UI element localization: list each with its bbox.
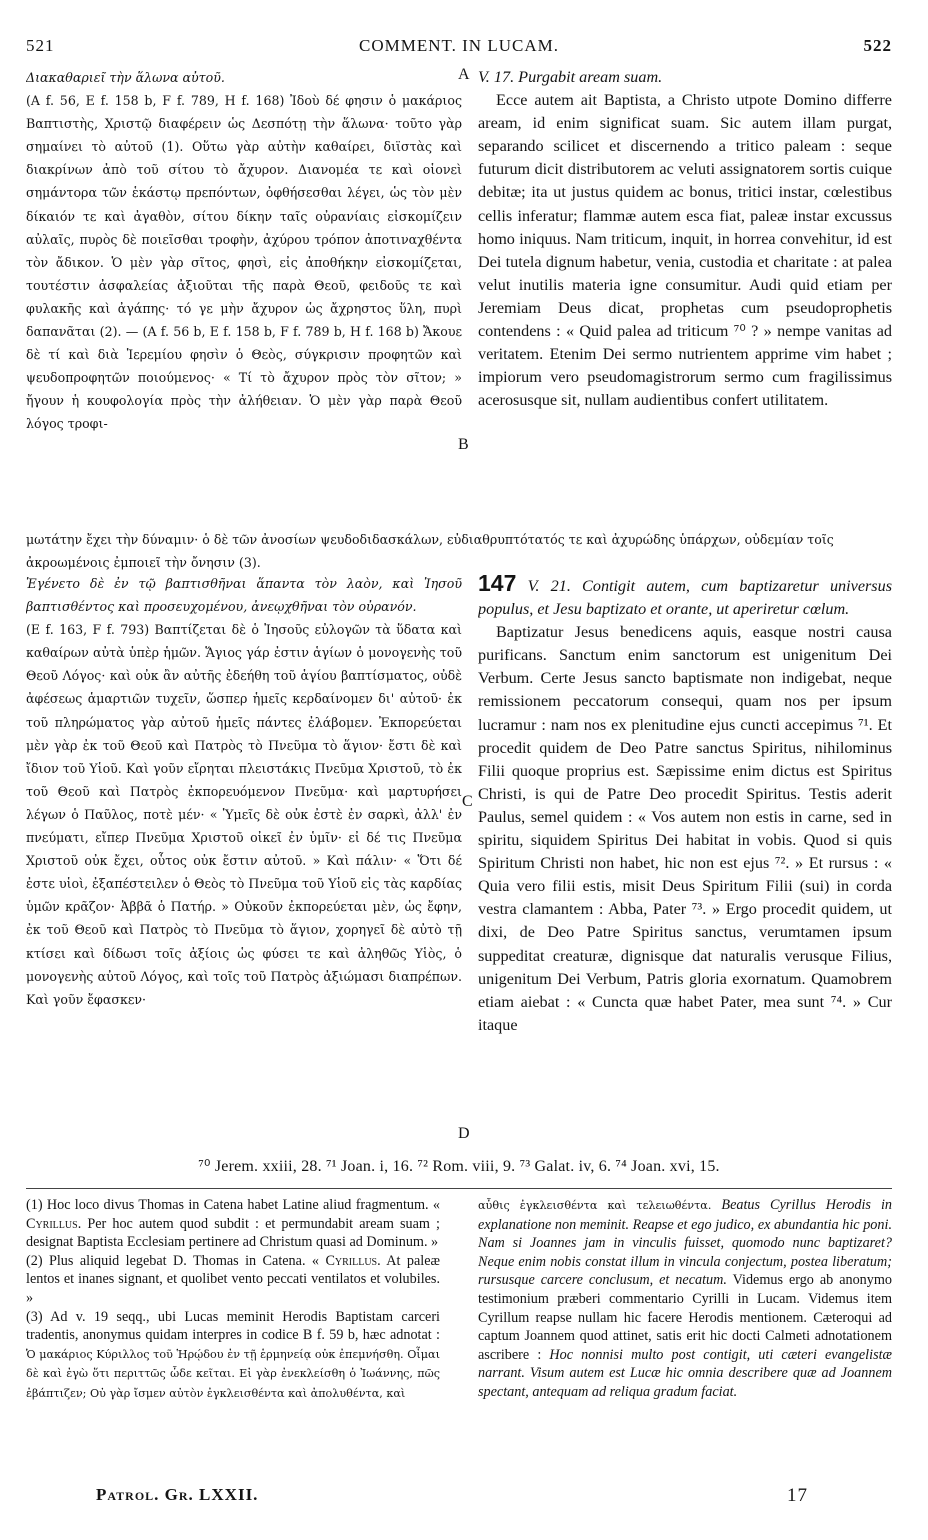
footnotes-left-column xyxy=(26,1196,440,1476)
footnote-3-continued xyxy=(478,1196,892,1402)
scripture-references: ⁷⁰ Jerem. xxiii, 28. ⁷¹ Joan. i, 16. ⁷² Rom. viii, 9. ⁷³ Galat. iv, 6. ⁷⁴ Joan. xvi, 15. xyxy=(198,1158,720,1175)
signature-number: 17 xyxy=(787,1485,808,1506)
footnote-3-greek-cont: αὖθις ἐγκλεισθέντα καὶ τελειωθέντα. xyxy=(478,1199,712,1212)
page-number-left: 521 xyxy=(26,36,55,55)
footnotes-right-column xyxy=(478,1196,892,1476)
margin-marker-d: D xyxy=(458,1125,470,1142)
greek-paragraph: (E f. 163, F f. 793) Βαπτίζεται δὲ ὁ Ἰησοῦς εὐλογῶν τὰ ὕδατα καὶ καθαίρων αὐτὰ ὑπὲρ ἡμῶν. Ἅγιος γάρ ἐστιν ἁγίων ὁ μονογενὴς τοῦ Θεοῦ Λόγος· καὶ οὐκ ἂν αὐτῆς ἐδεήθη τοῦ ἁγίου βαπτίσματος, οὐδὲ ἀφέσεως ἁμαρτιῶν τυχεῖν, ὥσπερ ἡμεῖς κερδαίνομεν δι' αὐτοῦ· ἐκ τοῦ πληρώματος γὰρ αὐτοῦ ἡμεῖς πάντες ἐλάβομεν. Ἐκπορεύεται μὲν γὰρ ἐκ τοῦ Θεοῦ καὶ Πατρὸς τὸ Πνεῦμα τὸ ἅγιον· ἔστι δὲ καὶ ἴδιον τοῦ Υἱοῦ. Καὶ γοῦν εἴρηται πλειστάκις Πνεῦμα Χριστοῦ, τὸ ἐκ τοῦ Θεοῦ καὶ Πατρὸς ἐκπορευόμενον Πνεῦμα· καὶ μαρτυρήσει λέγων ὁ Παῦλος, ποτὲ μέν· « Ὑμεῖς δὲ οὐκ ἐστὲ ἐν σαρκὶ, ἀλλ' ἐν πνεύματι, εἴπερ Πνεῦμα Χριστοῦ οἰκεῖ ἐν ὑμῖν· εἰ δέ τις Πνεῦμα Χριστοῦ οὐκ ἔχει, οὗτος οὐκ ἔστιν αὐτοῦ. » Καὶ πάλιν· « Ὅτι δέ ἐστε υἱοὶ, ἐξαπέστειλεν ὁ Θεὸς τὸ Πνεῦμα τοῦ Υἱοῦ εἰς τὰς καρδίας ὑμῶν κρᾶζον· Ἀββᾶ ὁ Πατήρ. » Οὐκοῦν ἐκπορεύεται μὲν, ὡς ἔφην, ἐκ τοῦ Θεοῦ καὶ Πατρὸς τὸ Πνεῦμα τὸ ἅγιον, χορηγεῖ δὲ αὐτὸ τῇ κτίσει καὶ δίδωσι τοῖς ἀξίοις ὡς φύσει τε καὶ ἀληθῶς Υἱὸς, ὁ μονογενὴς αὐτοῦ Λόγος, καὶ τοῖς τοῦ Πατρὸς ἀξιώμασι διαπρέπων. Καὶ γοῦν ἔφασκεν· xyxy=(26,622,462,1007)
latin-lemma-heading: V. 17. Purgabit aream suam. xyxy=(478,68,663,86)
section-number: 147 xyxy=(478,572,517,596)
greek-paragraph: (A f. 56, E f. 158 b, F f. 789, H f. 168) Ἰδοὺ δέ φησιν ὁ μακάριος Βαπτιστὴς, Χριστῷ διαφέρειν ὡς Δεσπότῃ τὴν ἅλωνα· τοῦτο γὰρ σημαίνει τὸ αὐτοῦ (1). Οὕτω γὰρ αὐτὴν καθαίρει, διϊστὰς καὶ διακρίνων ἀπὸ τοῦ σίτου τὸ ἄχυρον. Διανομέα τε καὶ οἱονεὶ σημάντορα τῶν ἑκάστῳ πρεπόντων, ὀφθήσεσθαι λέγει, ὡς τὸν μὲν δίκαιόν τε καὶ ἀγαθὸν, σίτου δίκην ταῖς οὐρανίαις εἰσκομίζειν αὐλαῖς, πυρὸς δὲ ποιεῖσθαι τροφὴν, ἀχύρου τρόπον ἀποτιναχθέντα τὸν ἄδικον. Ὁ μὲν γὰρ σῖτος, φησὶ, εἰς ἀποθήκην εἰσκομίζεται, τουτέστιν ἀσφαλείας ἀξιοῦται τῆς παρὰ Θεοῦ, φειδοῦς τε καὶ φυλακῆς καὶ ἀγάπης· τό γε μὴν ἄχυρον ὡς ἄχρηστος ὕλη, πυρὶ δαπανᾶται (2). — (A f. 56 b, E f. 158 b, F f. 789 b, H f. 168 b) Ἄκουε δὲ τί καὶ διὰ Ἱερεμίου φησὶν ὁ Θεὸς, σύγκρισιν προφητῶν καὶ ψευδοπροφητῶν ποιούμενος· « Τί τὸ ἄχυρον πρὸς τὸν σῖτον; » ἤγουν ἡ κουφολογία πρὸς τὴν ἀλήθειαν. Ὁ μὲν γὰρ παρὰ Θεοῦ λόγος τροφι- xyxy=(26,93,462,432)
greek-column-bottom xyxy=(26,572,462,1152)
latin-column-top xyxy=(478,66,892,526)
latin-lemma-heading xyxy=(478,572,892,621)
footnote-3-latin: Videmus ergo ab anonymo testimonium præberi commentario Cyrilli in Lucam. Videmus item Cyrillum reapse nullam hic facere Herodis mentionem. Cæteroqui ad captum Joannem quod attinet, satis erit hic docti Calmeti adnotationem ascribere : xyxy=(478,1272,892,1363)
running-header xyxy=(26,36,892,60)
margin-marker-c: C xyxy=(462,793,473,810)
greek-lemma-heading: Διακαθαριεῖ τὴν ἅλωνα αὐτοῦ. xyxy=(26,70,225,85)
latin-column-bottom xyxy=(478,572,892,1152)
page-number-right: 522 xyxy=(863,36,892,55)
footnote-3-latin-quote: Hoc nonnisi multo post contigit, uti cæteri evangelistæ narrant. Visum autem est Lucæ hic omnia describere quæ ad Joannem spectant, antequam ad reliqua gradum faciat. xyxy=(478,1346,892,1400)
latin-paragraph: Baptizatur Jesus benedicens aquis, easque nostri causa purificans. Sanctum enim sanctorum est unigenitum Dei Verbum. Certe Jesus sancto baptismate non indigebat, neque remissionem peccatorum consequi, quam nos per ipsum lucramur : nam nos ex plenitudine ejus cuncti accepimus ⁷¹. Et procedit quidem de Deo Patre sanctus Spiritus, nihilominus Filii quoque proprius est. Sæpissime enim dictus est Spiritus Christi, is qui de Patre Deo procedit Spiritus. Testis aderit Paulus, semel quidem : « Vos autem non estis in carne, sed in spiritu, siquidem Spiritus Dei habitat in vobis. Quod si quis Spiritum Christi non habet, hic non est ejus ⁷². » Et rursus : « Quia vero filii estis, misit Deus Spiritum Filii (sui) in corda vestra clamantem : Abba, Pater ⁷³. » Ergo procedit quidem, ut dixi, de Deo Patre Spiritus sanctus, verumtamen ipsum suppeditat creaturæ, dignisque dat naturalis verusque Filius, unigenitum Dei Verbum, Patris gloria exornatum. Quamobrem etiam aiebat : « Cuncta quæ habet Pater, mea sunt ⁷⁴. » Cur itaque xyxy=(478,623,892,1034)
margin-marker-b: B xyxy=(458,436,469,453)
footnote-2-author: Cyrillus xyxy=(325,1252,378,1269)
page-footer xyxy=(96,1485,808,1511)
footnote-3 xyxy=(26,1308,440,1404)
greek-lemma-heading: Ἐγένετο δὲ ἐν τῷ βαπτισθῆναι ἅπαντα τὸν λαὸν, καὶ Ἰησοῦ βαπτισθέντος καὶ προσευχομένου, ἀνεῳχθῆναι τὸν οὐρανόν. xyxy=(26,576,462,615)
footnote-1 xyxy=(26,1196,440,1252)
footnote-1-author: Cyrillus xyxy=(26,1215,78,1232)
greek-full-width-text: μωτάτην ἔχει τὴν δύναμιν· ὁ δὲ τῶν ἀνοσίων ψευδοδιδασκάλων, εὐδιαθρυπτότατός τε καὶ ἀχυρώδης ὑπάρχων, οὐδεμίαν τοῖς ἀκροωμένοις ἐμποιεῖ τὴν ὄνησιν (3). xyxy=(26,532,834,571)
series-signature: Patrol. Gr. LXXII. xyxy=(96,1485,259,1504)
footnote-2-text: (2) Plus aliquid legebat D. Thomas in Catena. « xyxy=(26,1252,326,1269)
footnote-2 xyxy=(26,1252,440,1308)
footnote-1-text: (1) Hoc loco divus Thomas in Catena habet Latine aliud fragmentum. « xyxy=(26,1197,440,1213)
running-title: COMMENT. IN LUCAM. xyxy=(359,36,559,55)
latin-paragraph: Ecce autem ait Baptista, a Christo utpote Domino differre aream, id enim significat suam. Sic autem illam purgat, separando scilicet et discernendo a tritico paleam : seque futurum dicit distributorem ac veluti assignatorem sortis cuique debitæ; ita ut justus quidem ac bonus, tritici instar, cœlestibus cellis inferatur; flammæ autem esca fiat, paleæ instar excussus homo iniquus. Nam triticum, inquit, in horrea convehitur, id est Dei tutela dignum habetur, venia, custodia et charitate : at palea velut inutilis materia igne consumitur. Audi quid etiam per Jeremiam Deus dicat, prophetas cum pseudoprophetis contendens : « Quid palea ad triticum ⁷⁰ ? » nempe vanitas ad veritatem. Etenim Dei sermo nutrientem apprime vim habet ; impiorum vero pseudomagistrorum sermo cum fragilissimus acerosusque sit, nullam audientibus confert utilitatem. xyxy=(478,91,892,410)
footnote-2-rest: . At paleæ lentos et inanes signant, et quolibet vento peccati ventilatos et volubiles. » xyxy=(26,1252,440,1306)
footnote-1-rest: . Per hoc autem quod subdit : et permundabit aream suam ; designat Baptista Ecclesiam pertinere ad Christum quasi ad Dominum. » xyxy=(26,1215,440,1251)
latin-lemma-text: V. 21. Contigit autem, cum baptizaretur universus populus, et Jesu baptizato et orante, ut aperiretur cœlum. xyxy=(478,577,892,619)
footnote-divider xyxy=(26,1188,892,1189)
greek-column-top xyxy=(26,66,462,526)
margin-marker-a: A xyxy=(458,66,470,83)
footnote-3-greek: Ὁ μακάριος Κύριλλος τοῦ Ἡρῴδου ἐν τῇ ἑρμηνείᾳ οὐκ ἐπεμνήσθη. Οἶμαι δὲ καὶ ἐγὼ ὅτι περιττῶς ὧδε κεῖται. Εἰ γὰρ ἐνεκλείσθη ὁ Ἰωάννης, πῶς ἐβάπτιζεν; Οὐ γὰρ ἴσμεν αὐτὸν ἐγκλεισθέντα καὶ ἀπολυθέντα, καὶ xyxy=(26,1347,440,1400)
footnote-3-text: (3) Ad v. 19 seqq., ubi Lucas meminit Herodis Baptistam carceri tradentis, anonymus quidam interpres in codice B f. 59 b, hæc adnotat : xyxy=(26,1308,440,1344)
footnote-3-latin-italic: Beatus Cyrillus Herodis in explanatione non meminit. Reapse et ego judico, ex abundantia hic poni. Nam si Joannes jam in vinculis fuisset, quomodo nunc baptizaret? Neque enim nobis constat illum in vincula conjectum, postea liberatum; rursusque carcere conclusum, et necatum. xyxy=(478,1197,892,1289)
